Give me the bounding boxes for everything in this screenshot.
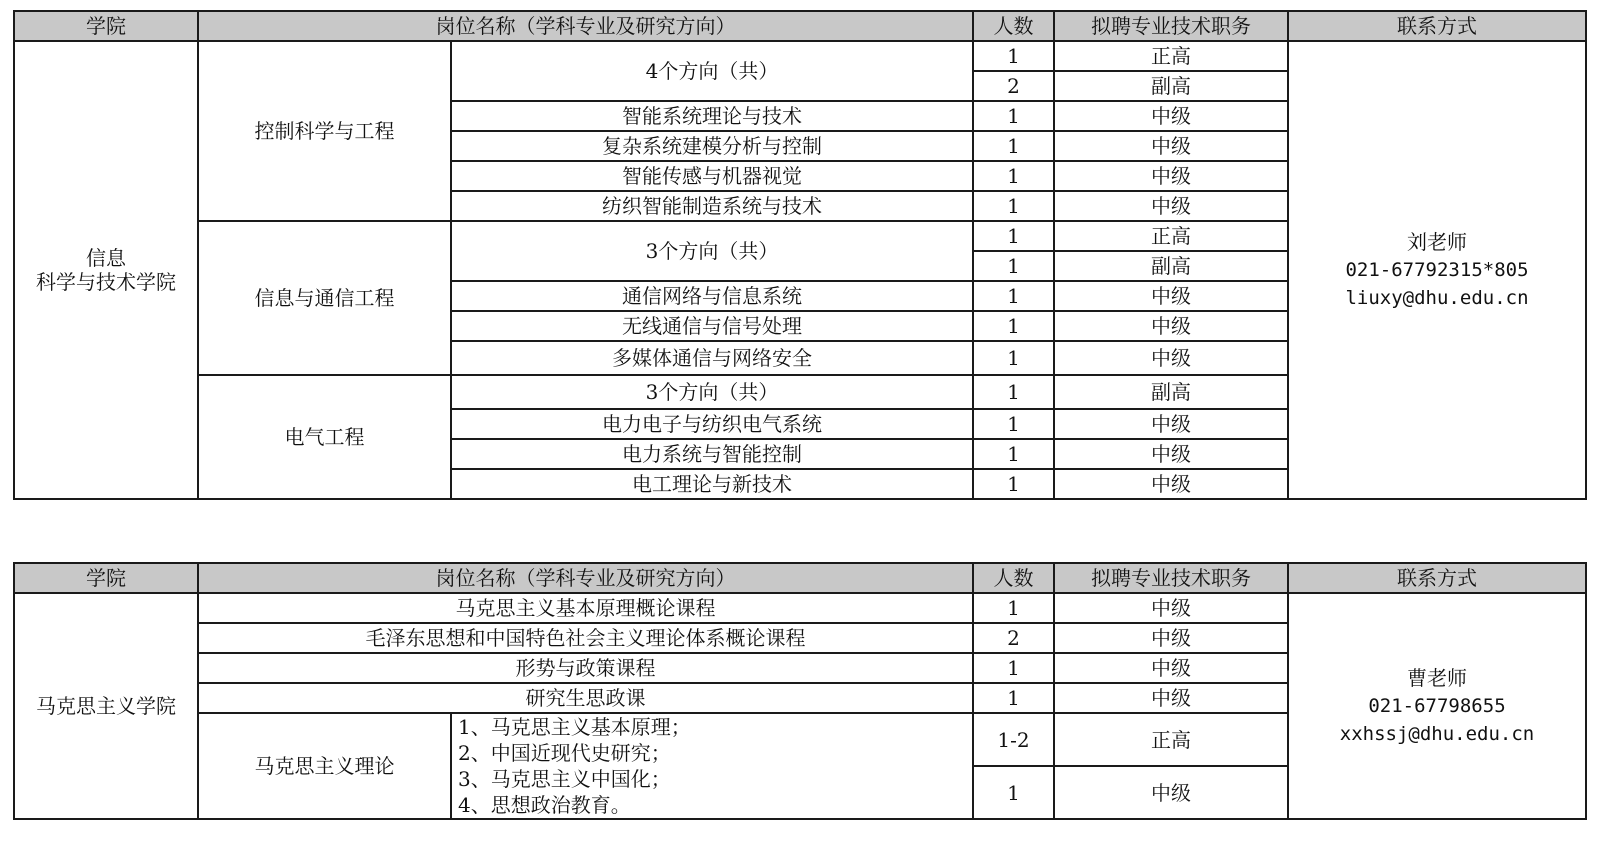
college-name-line2: 科学与技术学院 <box>36 270 176 294</box>
count-cell: 1 <box>973 766 1054 819</box>
contact-name: 刘老师 <box>1407 230 1467 254</box>
title-cell: 中级 <box>1054 409 1288 439</box>
header-title: 拟聘专业技术职务 <box>1054 11 1288 41</box>
count-cell: 2 <box>973 71 1054 101</box>
contact-cell <box>1288 593 1586 819</box>
title-cell: 中级 <box>1054 131 1288 161</box>
title-cell: 中级 <box>1054 623 1288 653</box>
title-cell: 中级 <box>1054 311 1288 341</box>
college-name-line1: 信息 <box>86 246 126 270</box>
count-cell: 1 <box>973 41 1054 71</box>
direction-cell: 无线通信与信号处理 <box>451 311 973 341</box>
position-cell: 马克思主义基本原理概论课程 <box>198 593 973 623</box>
title-cell: 正高 <box>1054 41 1288 71</box>
count-cell: 1 <box>973 101 1054 131</box>
position-cell: 形势与政策课程 <box>198 653 973 683</box>
direction-cell: 多媒体通信与网络安全 <box>451 341 973 375</box>
discipline-cell: 控制科学与工程 <box>198 41 451 221</box>
title-cell: 中级 <box>1054 766 1288 819</box>
header-count: 人数 <box>973 11 1054 41</box>
count-cell: 1 <box>973 375 1054 409</box>
header-position: 岗位名称（学科专业及研究方向） <box>198 11 973 41</box>
direction-cell: 电力系统与智能控制 <box>451 439 973 469</box>
count-cell: 1 <box>973 281 1054 311</box>
header-contact: 联系方式 <box>1288 11 1586 41</box>
contact-phone: 021-67798655 <box>1368 695 1506 717</box>
contact-email: xxhssj@dhu.edu.cn <box>1339 723 1535 745</box>
count-cell: 1 <box>973 439 1054 469</box>
position-cell: 毛泽东思想和中国特色社会主义理论体系概论课程 <box>198 623 973 653</box>
recruitment-table-marxism-college <box>13 562 1587 820</box>
direction-list-cell <box>451 713 973 819</box>
direction-item: 4、思想政治教育。 <box>458 793 631 817</box>
direction-summary-cell: 4个方向（共） <box>451 41 973 101</box>
direction-cell: 电力电子与纺织电气系统 <box>451 409 973 439</box>
direction-cell: 复杂系统建模分析与控制 <box>451 131 973 161</box>
direction-item: 1、马克思主义基本原理； <box>458 715 691 739</box>
direction-cell: 通信网络与信息系统 <box>451 281 973 311</box>
header-position: 岗位名称（学科专业及研究方向） <box>198 563 973 593</box>
title-cell: 正高 <box>1054 713 1288 766</box>
title-cell: 中级 <box>1054 191 1288 221</box>
count-cell: 1 <box>973 409 1054 439</box>
direction-cell: 3个方向（共） <box>451 375 973 409</box>
title-cell: 副高 <box>1054 251 1288 281</box>
count-cell: 1 <box>973 221 1054 251</box>
title-cell: 副高 <box>1054 375 1288 409</box>
title-cell: 中级 <box>1054 469 1288 499</box>
count-cell: 1 <box>973 131 1054 161</box>
title-cell: 中级 <box>1054 439 1288 469</box>
title-cell: 正高 <box>1054 221 1288 251</box>
direction-summary-cell: 3个方向（共） <box>451 221 973 281</box>
header-college: 学院 <box>14 11 198 41</box>
discipline-cell: 信息与通信工程 <box>198 221 451 375</box>
direction-cell: 电工理论与新技术 <box>451 469 973 499</box>
count-cell: 1 <box>973 653 1054 683</box>
count-cell: 1-2 <box>973 713 1054 766</box>
count-cell: 1 <box>973 469 1054 499</box>
title-cell: 中级 <box>1054 341 1288 375</box>
table-row <box>14 593 1586 623</box>
title-cell: 中级 <box>1054 593 1288 623</box>
title-cell: 副高 <box>1054 71 1288 101</box>
contact-email: liuxy@dhu.edu.cn <box>1345 287 1529 309</box>
count-cell: 1 <box>973 341 1054 375</box>
header-contact: 联系方式 <box>1288 563 1586 593</box>
contact-cell <box>1288 41 1586 499</box>
count-cell: 1 <box>973 311 1054 341</box>
position-cell: 研究生思政课 <box>198 683 973 713</box>
contact-name: 曹老师 <box>1407 666 1467 690</box>
title-cell: 中级 <box>1054 161 1288 191</box>
count-cell: 1 <box>973 191 1054 221</box>
direction-cell: 纺织智能制造系统与技术 <box>451 191 973 221</box>
count-cell: 1 <box>973 251 1054 281</box>
header-title: 拟聘专业技术职务 <box>1054 563 1288 593</box>
header-count: 人数 <box>973 563 1054 593</box>
direction-cell: 智能系统理论与技术 <box>451 101 973 131</box>
college-cell: 马克思主义学院 <box>14 593 198 819</box>
title-cell: 中级 <box>1054 683 1288 713</box>
discipline-cell: 马克思主义理论 <box>198 713 451 819</box>
count-cell: 2 <box>973 623 1054 653</box>
college-cell <box>14 41 198 499</box>
contact-phone: 021-67792315*805 <box>1345 259 1529 281</box>
title-cell: 中级 <box>1054 653 1288 683</box>
count-cell: 1 <box>973 161 1054 191</box>
direction-cell: 智能传感与机器视觉 <box>451 161 973 191</box>
title-cell: 中级 <box>1054 101 1288 131</box>
header-college: 学院 <box>14 563 198 593</box>
recruitment-table-info-college <box>13 10 1587 500</box>
header-row <box>14 563 1586 593</box>
discipline-cell: 电气工程 <box>198 375 451 499</box>
table-row <box>14 41 1586 71</box>
direction-item: 3、马克思主义中国化； <box>458 767 671 791</box>
count-cell: 1 <box>973 683 1054 713</box>
count-cell: 1 <box>973 593 1054 623</box>
title-cell: 中级 <box>1054 281 1288 311</box>
header-row <box>14 11 1586 41</box>
direction-item: 2、中国近现代史研究； <box>458 741 671 765</box>
